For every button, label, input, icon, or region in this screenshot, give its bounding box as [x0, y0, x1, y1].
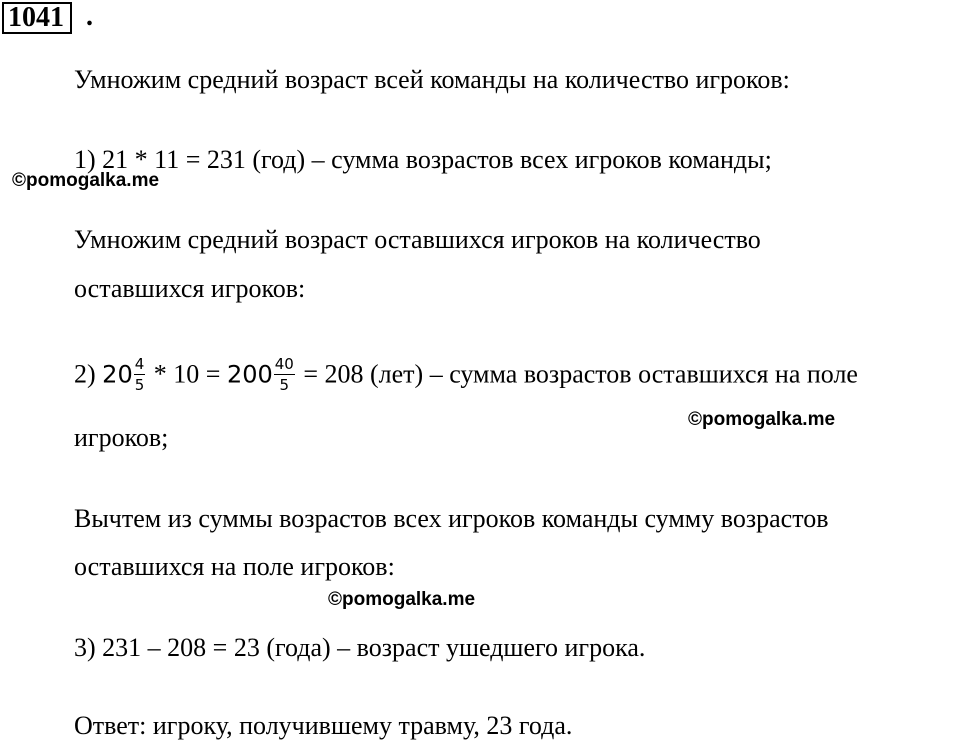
equation-prefix: 2)	[74, 359, 103, 389]
equation-middle: * 10 =	[147, 359, 227, 389]
task-number-dot: .	[86, 1, 93, 32]
equation-suffix: = 208 (лет) – сумма возрастов оставшихся на поле	[296, 359, 858, 389]
text-line-7: Вычтем из суммы возрастов всех игроков команды сумму возрастов	[74, 504, 829, 533]
task-number: 1041	[8, 2, 64, 33]
text-line-3: Умножим средний возраст оставшихся игроков на количество	[74, 225, 761, 254]
fraction-1-numerator: 4	[134, 355, 145, 373]
watermark-1: ©pomogalka.me	[12, 170, 160, 191]
watermark-2: ©pomogalka.me	[688, 409, 836, 430]
text-line-1: Умножим средний возраст всей команды на количество игроков:	[74, 65, 790, 94]
text-line-6: игроков;	[74, 423, 169, 452]
fraction-2-numerator: 40	[274, 355, 294, 373]
task-number-box	[2, 2, 72, 34]
fraction-1	[134, 355, 146, 394]
watermark-3: ©pomogalka.me	[328, 589, 476, 610]
mixed-number-2-whole: 200	[226, 360, 273, 389]
fraction-2-denominator: 5	[279, 376, 290, 394]
text-line-10-answer: Ответ: игроку, получившему травму, 23 года.	[74, 711, 573, 740]
text-line-5-equation	[74, 357, 858, 396]
mixed-number-1-whole: 20	[102, 360, 133, 389]
text-line-8: оставшихся на поле игроков:	[74, 552, 395, 581]
text-line-2: 1) 21 * 11 = 231 (год) – сумма возрастов всех игроков команды;	[74, 145, 772, 174]
text-line-9: 3) 231 – 208 = 23 (года) – возраст ушедшего игрока.	[74, 633, 646, 662]
fraction-1-denominator: 5	[134, 376, 145, 394]
fraction-2	[274, 355, 295, 394]
text-line-4: оставшихся игроков:	[74, 274, 306, 303]
